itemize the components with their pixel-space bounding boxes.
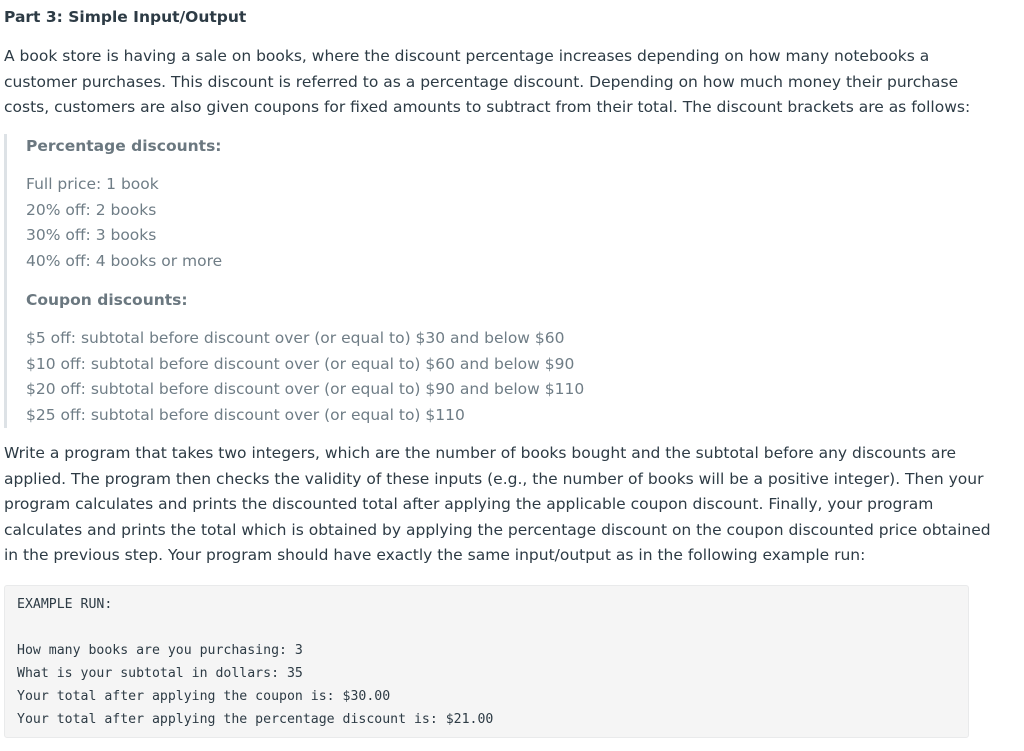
example-run-line: How many books are you purchasing: 3 <box>17 643 303 658</box>
coupon-discount-item: $20 off: subtotal before discount over (or equal to) $90 and below $110 <box>26 380 585 399</box>
example-run-line: Your total after applying the coupon is: $30.00 <box>17 689 391 704</box>
coupon-discount-item: $25 off: subtotal before discount over (or equal to) $110 <box>26 405 465 424</box>
percentage-discount-item: Full price: 1 book <box>26 175 159 193</box>
section-title: Part 3: Simple Input/Output <box>4 8 247 26</box>
coupon-discount-item: $5 off: subtotal before discount over (or equal to) $30 and below $60 <box>26 329 565 347</box>
coupon-discounts-heading: Coupon discounts: <box>26 291 188 309</box>
example-run-header: EXAMPLE RUN: <box>17 597 113 612</box>
percentage-discounts-heading: Percentage discounts: <box>26 137 222 155</box>
example-run-code-block <box>4 585 969 738</box>
coupon-discounts-list <box>26 326 584 428</box>
example-run-line: Your total after applying the percentage discount is: $21.00 <box>17 712 494 727</box>
percentage-discount-item: 30% off: 3 books <box>26 226 157 245</box>
percentage-discounts-list <box>26 172 222 274</box>
discount-brackets-blockquote <box>4 134 964 428</box>
percentage-discount-item: 20% off: 2 books <box>26 200 157 219</box>
percentage-discount-item: 40% off: 4 books or more <box>26 251 223 270</box>
instructions-paragraph: Write a program that takes two integers, which are the number of books bought and the subtotal before any discounts are applied. The program then checks the validity of these inputs (e.g., the number of books will be a positive integer). Then your program calculates and prints the discounted total after applying the applicable coupon discount. Finally, your program calculates and prints the total which is obtained by applying the percentage discount on the coupon discounted price obtained in the previous step. Your program should have exactly the same input/output as in the following example run: <box>4 444 991 565</box>
coupon-discount-item: $10 off: subtotal before discount over (or equal to) $60 and below $90 <box>26 354 575 373</box>
example-run-line: What is your subtotal in dollars: 35 <box>17 666 303 681</box>
intro-paragraph: A book store is having a sale on books, where the discount percentage increases depending on how many notebooks a customer purchases. This discount is referred to as a percentage discount. Depending on how much money their purchase costs, customers are also given coupons for fixed amounts to subtract from their total. The discount brackets are as follows: <box>4 47 971 117</box>
